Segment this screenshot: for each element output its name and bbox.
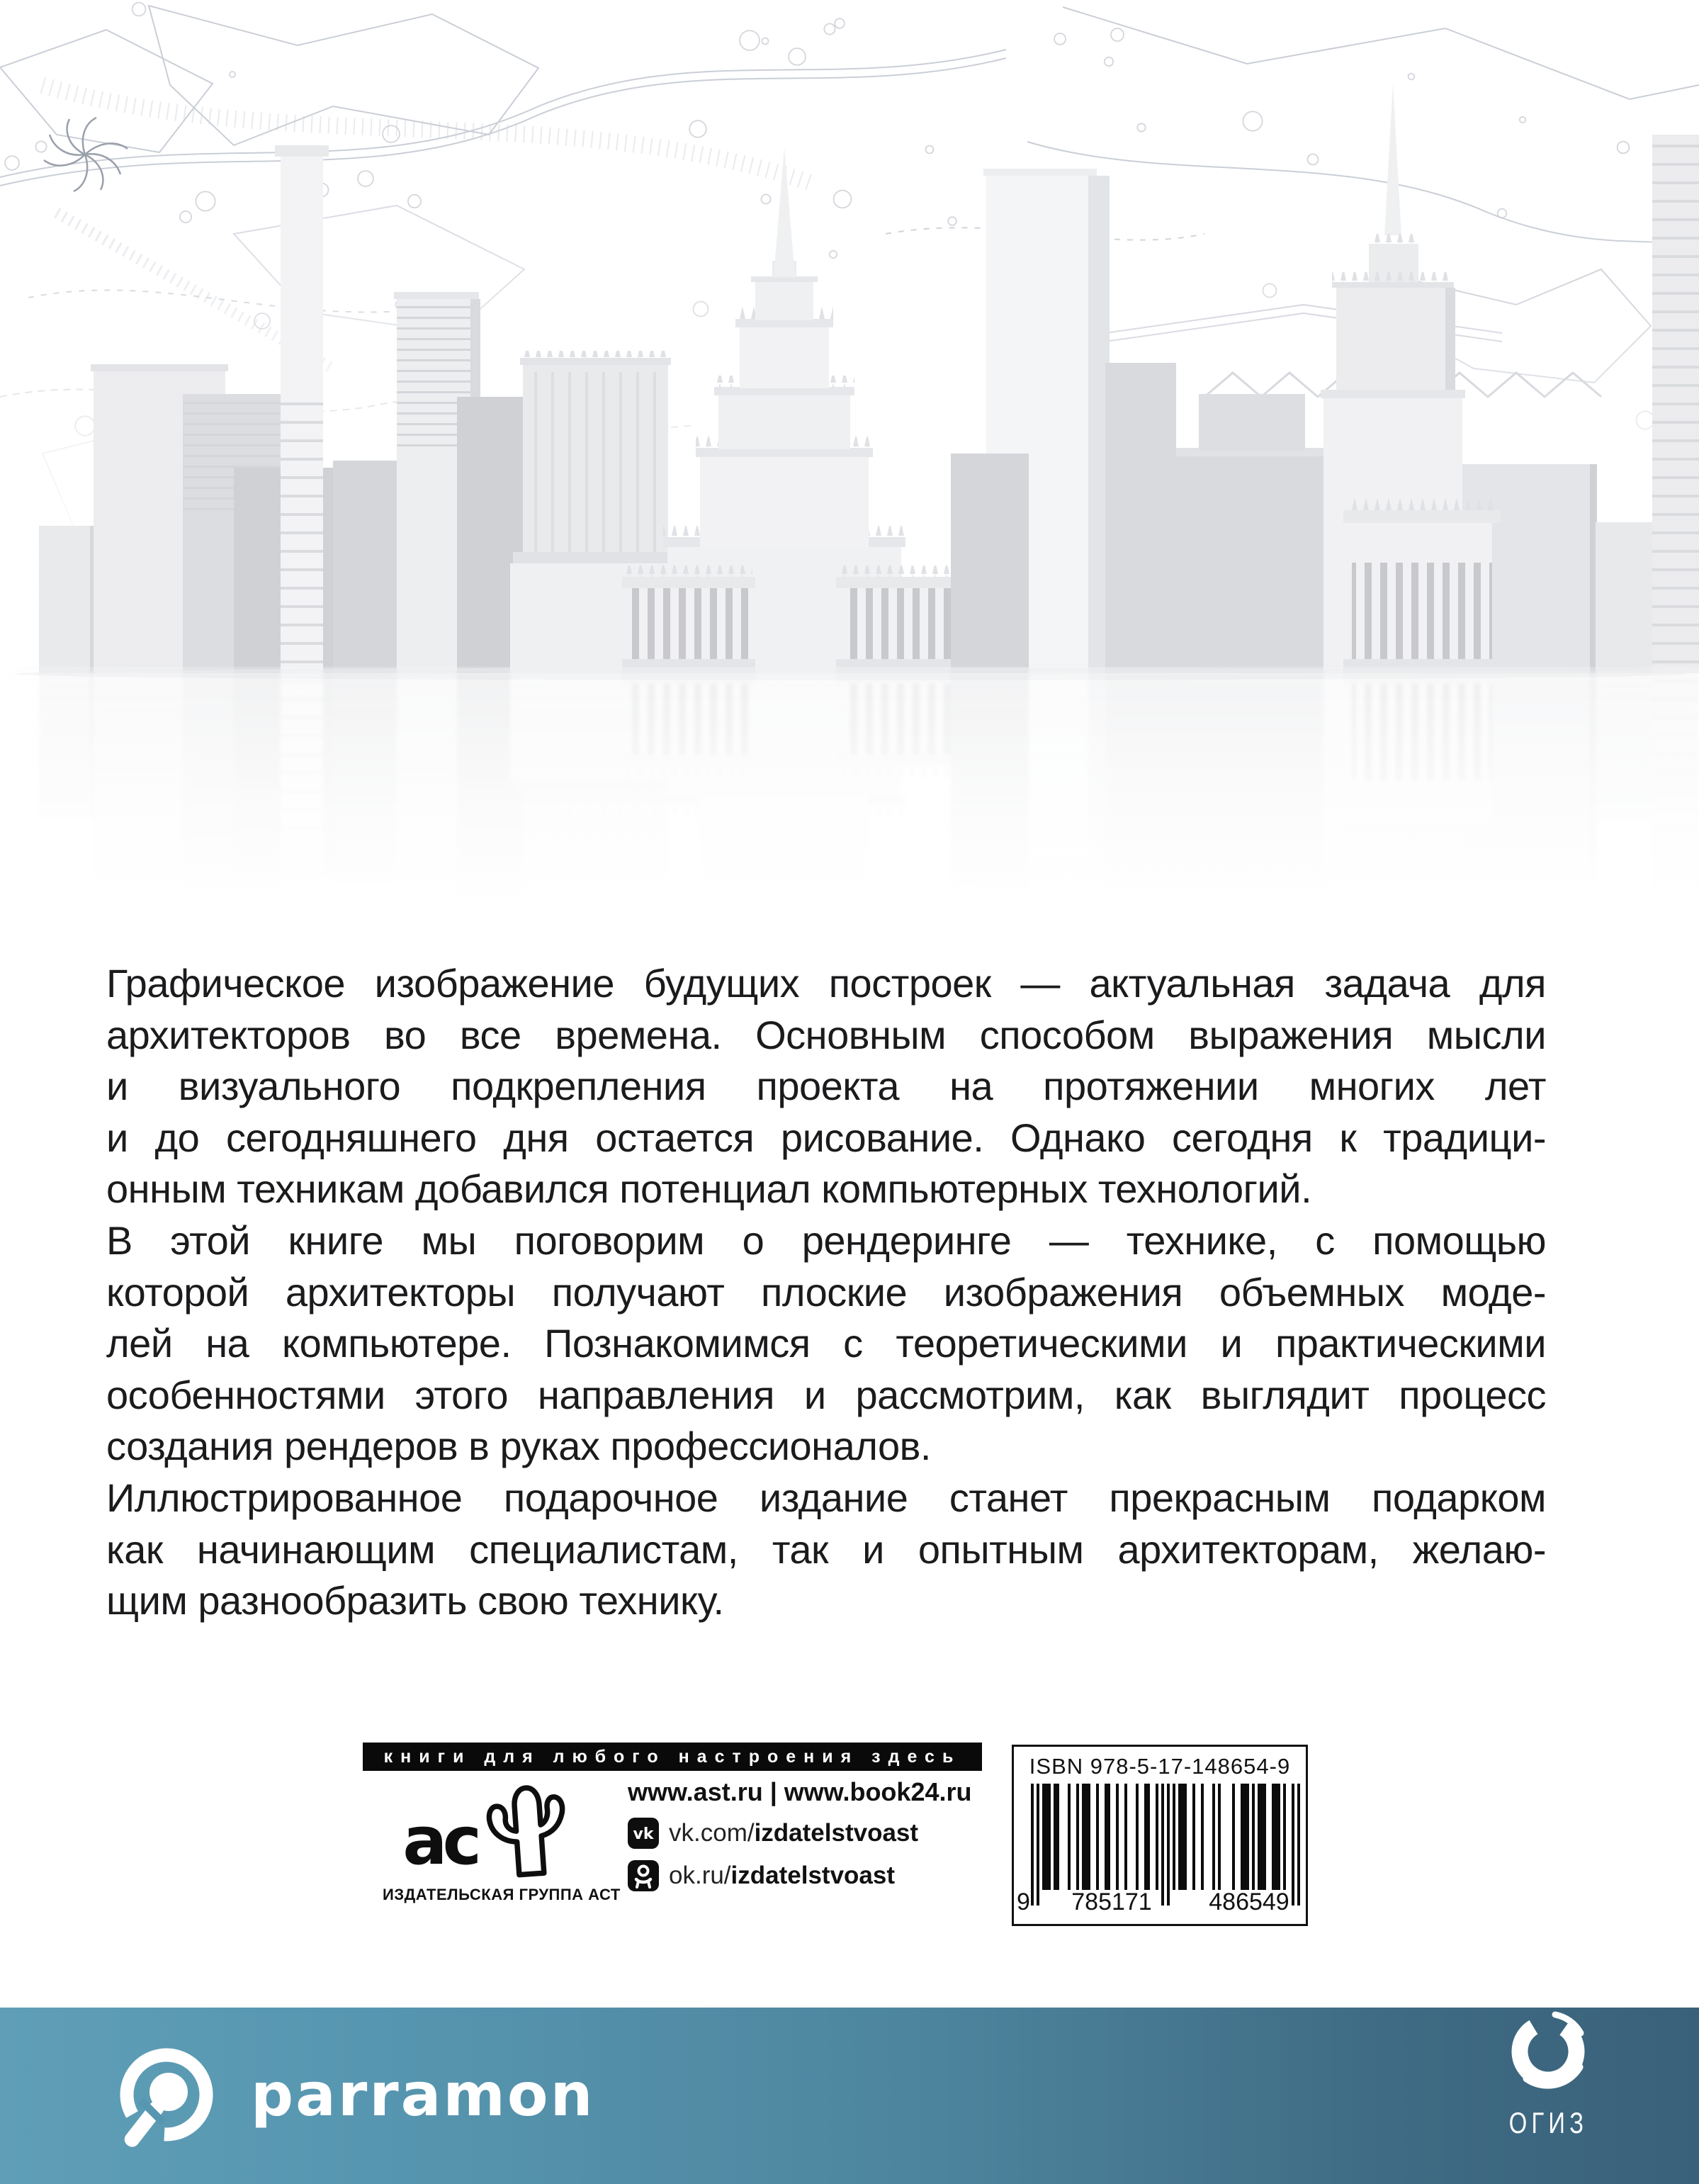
svg-text:vk: vk bbox=[633, 1825, 654, 1843]
ast-logo-letters: ac bbox=[402, 1803, 478, 1880]
ogiz-mark-icon bbox=[1498, 2008, 1598, 2101]
publisher-websites: www.ast.ru | www.book24.ru bbox=[628, 1777, 972, 1806]
ok-icon bbox=[628, 1860, 659, 1891]
annotation-line: щим разнообразить свою технику. bbox=[106, 1578, 724, 1623]
colonnade-pavilion bbox=[622, 565, 755, 673]
annotation-line: и до сегодняшнего дня остается рисование. Однако сегодня к традици- bbox=[106, 1115, 1546, 1160]
annotation-line: как начинающим специалистам, так и опытным архитекторам, желаю- bbox=[106, 1526, 1546, 1572]
ean-digit-first: 9 bbox=[1017, 1889, 1030, 1915]
annotation-line: которой архитекторы получают плоские изображения объемных моде- bbox=[106, 1269, 1546, 1315]
vk-link: vk.com/izdatelstvoast bbox=[669, 1819, 919, 1847]
annotation-line: архитекторов во все времена. Основным способом выражения мысли bbox=[106, 1012, 1546, 1057]
footer-band bbox=[0, 2008, 1699, 2184]
vk-icon bbox=[628, 1818, 659, 1849]
annotation-line: и визуального подкрепления проекта на протяжении многих лет bbox=[106, 1064, 1546, 1109]
vk-link-row bbox=[628, 1817, 996, 1850]
ogiz-logo bbox=[1488, 2008, 1608, 2140]
annotation-line: лей на компьютере. Познакомимся с теоретическими и практическими bbox=[106, 1321, 1546, 1366]
parramon-logo bbox=[106, 2034, 594, 2155]
promo-bar-label: книги для любого настроения здесь bbox=[383, 1746, 961, 1767]
annotation-line: онным техникам добавился потенциал компьютерных технологий. bbox=[106, 1166, 1312, 1212]
reflection-fade-overlay bbox=[0, 667, 1699, 929]
parramon-mark-icon bbox=[106, 2034, 227, 2155]
isbn-label: ISBN 978-5-17-148654-9 bbox=[1029, 1754, 1291, 1779]
colonnade-pavilion bbox=[1343, 499, 1501, 673]
ast-caption: ИЗДАТЕЛЬСКАЯ ГРУППА АСТ bbox=[383, 1886, 621, 1903]
isbn-barcode bbox=[1012, 1745, 1308, 1926]
ok-link-row bbox=[628, 1859, 996, 1892]
annotation-line: В этой книге мы поговорим о рендеринге — технике, с помощью bbox=[106, 1217, 1546, 1263]
annotation-line: создания рендеров в руках профессионалов. bbox=[106, 1424, 931, 1469]
ok-link: ok.ru/izdatelstvoast bbox=[669, 1862, 896, 1889]
ogiz-wordmark: ОГИЗ bbox=[1508, 2106, 1588, 2139]
barcode-bars bbox=[1031, 1784, 1300, 1906]
annotation-text bbox=[106, 958, 1546, 1627]
ast-logo bbox=[400, 1775, 578, 1881]
promo-bar bbox=[363, 1743, 982, 1771]
parramon-wordmark: parramon bbox=[251, 2060, 595, 2129]
cityscape-skyline bbox=[0, 0, 1699, 680]
cover-illustration bbox=[0, 0, 1699, 935]
ean-group1: 785171 bbox=[1071, 1889, 1152, 1915]
ast-cactus-icon bbox=[487, 1786, 567, 1877]
annotation-line: особенностями этого направления и рассмотрим, как выглядит процесс bbox=[106, 1372, 1546, 1417]
annotation-line: Иллюстрированное подарочное издание станет прекрасным подарком bbox=[106, 1475, 1546, 1520]
ast-publisher-block bbox=[383, 1775, 621, 1904]
ean-group2: 486549 bbox=[1209, 1889, 1289, 1915]
annotation-line: Графическое изображение будущих построек — актуальная задача для bbox=[106, 961, 1546, 1006]
publisher-links bbox=[628, 1777, 996, 1892]
